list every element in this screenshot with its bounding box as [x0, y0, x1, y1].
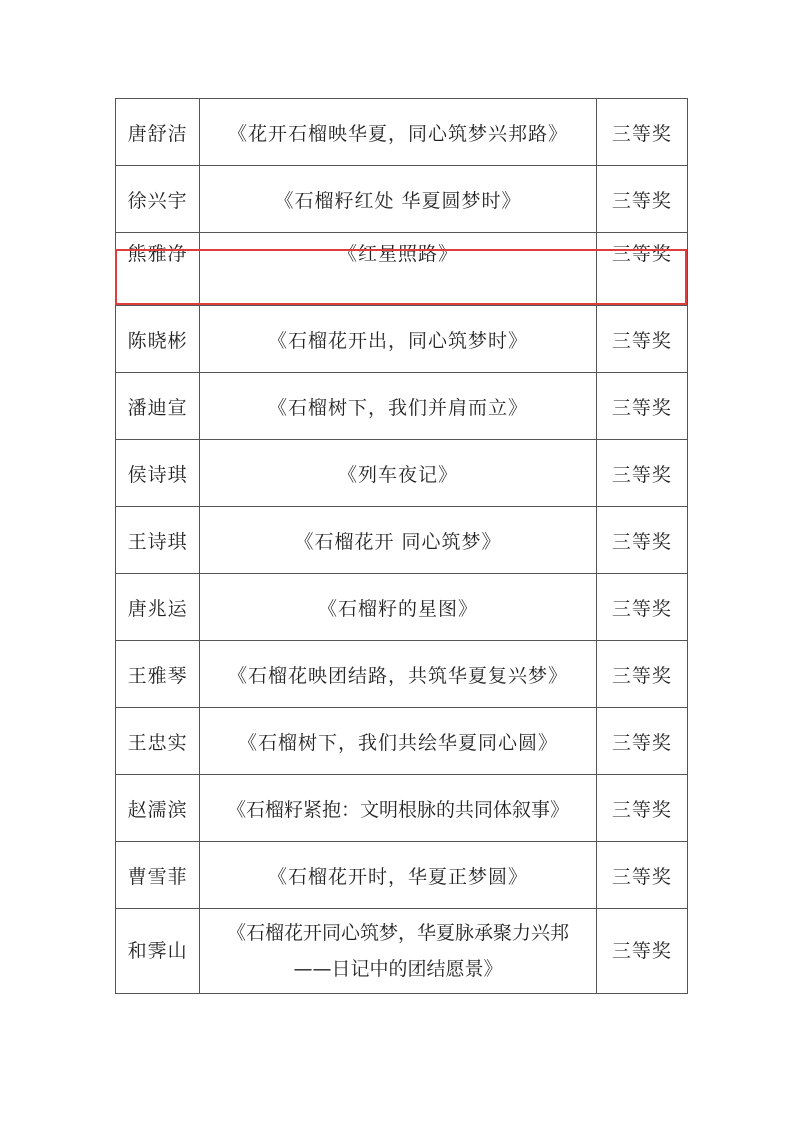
work-title-line: 《石榴花开同心筑梦，华夏脉承聚力兴邦 — [226, 922, 569, 944]
work-title: 《花开石榴映华夏，同心筑梦兴邦路》 — [200, 99, 597, 166]
award-level: 三等奖 — [596, 909, 687, 994]
award-level: 三等奖 — [596, 166, 687, 233]
table-row — [116, 708, 688, 775]
student-name: 唐兆运 — [116, 574, 200, 641]
award-level: 三等奖 — [596, 775, 687, 842]
table-row — [116, 373, 688, 440]
student-name: 王雅琴 — [116, 641, 200, 708]
student-name: 徐兴宇 — [116, 166, 200, 233]
table-row — [116, 842, 688, 909]
student-name: 潘迪宣 — [116, 373, 200, 440]
student-name: 陈晓彬 — [116, 306, 200, 373]
award-level: 三等奖 — [596, 99, 687, 166]
student-name: 王忠实 — [116, 708, 200, 775]
work-title: 《石榴树下，我们并肩而立》 — [200, 373, 597, 440]
award-level: 三等奖 — [596, 507, 687, 574]
table-row — [116, 909, 688, 994]
award-level: 三等奖 — [596, 708, 687, 775]
award-level: 三等奖 — [596, 440, 687, 507]
award-level: 三等奖 — [596, 233, 687, 306]
table-row — [116, 166, 688, 233]
work-title: 《石榴籽红处 华夏圆梦时》 — [200, 166, 597, 233]
table-row — [116, 440, 688, 507]
student-name: 熊雅净 — [116, 233, 200, 306]
table-row — [116, 574, 688, 641]
award-level: 三等奖 — [596, 641, 687, 708]
award-level: 三等奖 — [596, 574, 687, 641]
table-row-highlighted — [116, 233, 688, 306]
table-row — [116, 507, 688, 574]
work-title: 《石榴花开 同心筑梦》 — [200, 507, 597, 574]
student-name: 和霁山 — [116, 909, 200, 994]
table-row — [116, 306, 688, 373]
table-row — [116, 641, 688, 708]
student-name: 唐舒洁 — [116, 99, 200, 166]
award-level: 三等奖 — [596, 373, 687, 440]
work-title: 《列车夜记》 — [200, 440, 597, 507]
work-title: 《石榴籽紧抱：文明根脉的共同体叙事》 — [200, 775, 597, 842]
award-table — [115, 98, 688, 994]
award-level: 三等奖 — [596, 842, 687, 909]
student-name: 侯诗琪 — [116, 440, 200, 507]
table-row — [116, 99, 688, 166]
student-name: 王诗琪 — [116, 507, 200, 574]
work-title: 《石榴花映团结路，共筑华夏复兴梦》 — [200, 641, 597, 708]
work-title — [200, 909, 597, 994]
student-name: 曹雪菲 — [116, 842, 200, 909]
work-title: 《石榴花开出，同心筑梦时》 — [200, 306, 597, 373]
student-name: 赵濡滨 — [116, 775, 200, 842]
work-title: 《石榴树下，我们共绘华夏同心圆》 — [200, 708, 597, 775]
table-row — [116, 775, 688, 842]
work-title-line: ——日记中的团结愿景》 — [293, 958, 503, 980]
work-title: 《红星照路》 — [200, 233, 597, 306]
award-level: 三等奖 — [596, 306, 687, 373]
work-title: 《石榴籽的星图》 — [200, 574, 597, 641]
work-title: 《石榴花开时，华夏正梦圆》 — [200, 842, 597, 909]
